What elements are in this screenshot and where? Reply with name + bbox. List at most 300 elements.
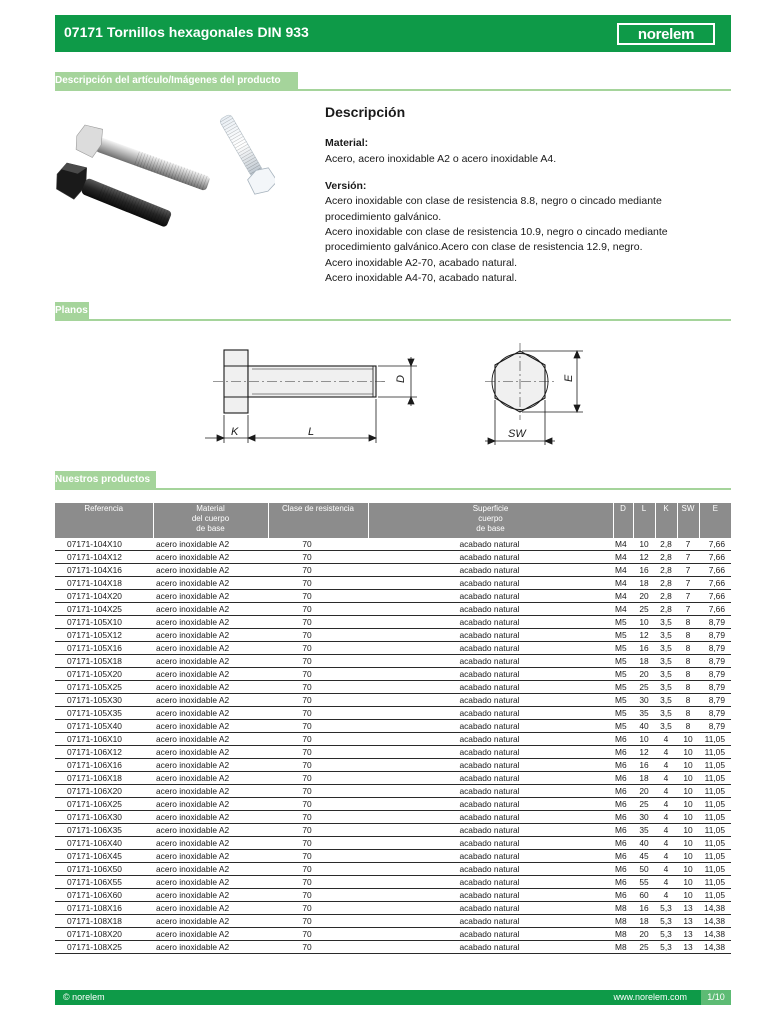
cell-l: 25	[633, 603, 655, 616]
cell-k: 2,8	[655, 551, 677, 564]
cell-class: 70	[268, 785, 368, 798]
cell-class: 70	[268, 733, 368, 746]
cell-e: 8,79	[699, 707, 731, 720]
cell-d: M4	[613, 538, 633, 551]
cell-l: 20	[633, 928, 655, 941]
version-line: Acero inoxidable con clase de resistencia 8.8, negro o cincado mediante	[325, 195, 662, 207]
cell-surface: acabado natural	[368, 642, 613, 655]
table-row	[55, 564, 731, 577]
cell-k: 3,5	[655, 642, 677, 655]
cell-l: 50	[633, 863, 655, 876]
cell-material: acero inoxidable A2	[153, 850, 268, 863]
cell-class: 70	[268, 564, 368, 577]
cell-l: 16	[633, 759, 655, 772]
dimension-label-sw: SW	[508, 428, 526, 440]
page-title: 07171 Tornillos hexagonales DIN 933	[64, 24, 309, 40]
cell-d: M5	[613, 616, 633, 629]
cell-d: M6	[613, 824, 633, 837]
table-row	[55, 733, 731, 746]
cell-reference[interactable]: 07171-105X40	[55, 720, 153, 733]
cell-d: M5	[613, 629, 633, 642]
cell-class: 70	[268, 655, 368, 668]
version-line: Acero inoxidable A4-70, acabado natural.	[325, 272, 518, 284]
cell-k: 4	[655, 798, 677, 811]
cell-k: 2,8	[655, 538, 677, 551]
cell-surface: acabado natural	[368, 629, 613, 642]
cell-sw: 10	[677, 837, 699, 850]
cell-d: M8	[613, 902, 633, 915]
material-text: Acero, acero inoxidable A2 o acero inoxidable A4.	[325, 153, 557, 165]
cell-sw: 7	[677, 564, 699, 577]
cell-class: 70	[268, 902, 368, 915]
section-drawings	[55, 302, 731, 321]
cell-e: 8,79	[699, 616, 731, 629]
cell-k: 5,3	[655, 941, 677, 954]
cell-d: M6	[613, 863, 633, 876]
table-row	[55, 928, 731, 941]
cell-material: acero inoxidable A2	[153, 538, 268, 551]
cell-d: M4	[613, 577, 633, 590]
table-row	[55, 902, 731, 915]
cell-surface: acabado natural	[368, 837, 613, 850]
cell-surface: acabado natural	[368, 668, 613, 681]
cell-e: 8,79	[699, 655, 731, 668]
cell-l: 40	[633, 837, 655, 850]
cell-l: 12	[633, 629, 655, 642]
table-row	[55, 863, 731, 876]
dimension-label-e: E	[563, 374, 575, 382]
cell-surface: acabado natural	[368, 889, 613, 902]
cell-sw: 8	[677, 681, 699, 694]
cell-d: M6	[613, 850, 633, 863]
cell-e: 14,38	[699, 902, 731, 915]
cell-l: 20	[633, 668, 655, 681]
version-line: Acero inoxidable con clase de resistencia 10.9, negro o cincado mediante	[325, 226, 668, 238]
cell-sw: 8	[677, 668, 699, 681]
cell-e: 7,66	[699, 551, 731, 564]
cell-surface: acabado natural	[368, 681, 613, 694]
cell-l: 35	[633, 824, 655, 837]
cell-k: 3,5	[655, 694, 677, 707]
cell-k: 4	[655, 824, 677, 837]
cell-class: 70	[268, 772, 368, 785]
cell-k: 5,3	[655, 902, 677, 915]
description-heading: Descripción	[325, 104, 406, 120]
cell-e: 11,05	[699, 785, 731, 798]
cell-class: 70	[268, 876, 368, 889]
cell-class: 70	[268, 551, 368, 564]
page-header	[55, 15, 731, 52]
cell-sw: 10	[677, 759, 699, 772]
cell-sw: 10	[677, 863, 699, 876]
cell-reference[interactable]: 07171-108X25	[55, 941, 153, 954]
cell-reference[interactable]: 07171-106X25	[55, 798, 153, 811]
table-row	[55, 785, 731, 798]
cell-sw: 10	[677, 811, 699, 824]
table-row	[55, 590, 731, 603]
table-row	[55, 655, 731, 668]
cell-sw: 8	[677, 616, 699, 629]
cell-sw: 10	[677, 850, 699, 863]
cell-class: 70	[268, 629, 368, 642]
cell-d: M6	[613, 811, 633, 824]
page-footer	[55, 990, 731, 1005]
cell-class: 70	[268, 889, 368, 902]
cell-reference[interactable]: 07171-106X55	[55, 876, 153, 889]
cell-surface: acabado natural	[368, 655, 613, 668]
header-surface: Superficie cuerpo de base	[368, 503, 613, 538]
table-row	[55, 915, 731, 928]
cell-sw: 7	[677, 590, 699, 603]
cell-class: 70	[268, 681, 368, 694]
header-ref: Referencia	[55, 503, 153, 538]
cell-e: 8,79	[699, 681, 731, 694]
cell-k: 3,5	[655, 616, 677, 629]
cell-sw: 8	[677, 707, 699, 720]
cell-surface: acabado natural	[368, 824, 613, 837]
cell-k: 4	[655, 863, 677, 876]
cell-surface: acabado natural	[368, 551, 613, 564]
cell-material: acero inoxidable A2	[153, 668, 268, 681]
cell-reference[interactable]: 07171-106X35	[55, 824, 153, 837]
dimension-label-k: K	[231, 426, 239, 438]
cell-l: 25	[633, 941, 655, 954]
cell-class: 70	[268, 759, 368, 772]
cell-l: 18	[633, 577, 655, 590]
cell-e: 11,05	[699, 798, 731, 811]
cell-material: acero inoxidable A2	[153, 746, 268, 759]
cell-reference[interactable]: 07171-104X16	[55, 564, 153, 577]
cell-surface: acabado natural	[368, 733, 613, 746]
cell-material: acero inoxidable A2	[153, 759, 268, 772]
table-row	[55, 889, 731, 902]
cell-reference[interactable]: 07171-105X30	[55, 694, 153, 707]
cell-d: M5	[613, 668, 633, 681]
cell-e: 8,79	[699, 694, 731, 707]
cell-class: 70	[268, 824, 368, 837]
cell-sw: 10	[677, 785, 699, 798]
table-row	[55, 811, 731, 824]
cell-e: 11,05	[699, 850, 731, 863]
table-body	[55, 538, 731, 954]
cell-surface: acabado natural	[368, 603, 613, 616]
table-row	[55, 707, 731, 720]
cell-class: 70	[268, 811, 368, 824]
cell-reference[interactable]: 07171-108X20	[55, 928, 153, 941]
cell-material: acero inoxidable A2	[153, 876, 268, 889]
cell-reference[interactable]: 07171-104X18	[55, 577, 153, 590]
cell-reference[interactable]: 07171-105X12	[55, 629, 153, 642]
cell-k: 2,8	[655, 577, 677, 590]
table-row	[55, 941, 731, 954]
table-row	[55, 824, 731, 837]
cell-material: acero inoxidable A2	[153, 681, 268, 694]
cell-material: acero inoxidable A2	[153, 785, 268, 798]
table-row	[55, 538, 731, 551]
section-description-images	[55, 72, 731, 91]
cell-k: 4	[655, 889, 677, 902]
footer-website-link[interactable]: www.norelem.com	[613, 992, 687, 1002]
header-sw: SW	[677, 503, 699, 538]
cell-class: 70	[268, 837, 368, 850]
cell-e: 8,79	[699, 720, 731, 733]
cell-sw: 10	[677, 798, 699, 811]
cell-reference[interactable]: 07171-104X25	[55, 603, 153, 616]
cell-surface: acabado natural	[368, 850, 613, 863]
cell-material: acero inoxidable A2	[153, 694, 268, 707]
product-image	[55, 103, 275, 228]
cell-material: acero inoxidable A2	[153, 902, 268, 915]
table-row	[55, 577, 731, 590]
version-label: Versión:	[325, 180, 367, 192]
cell-l: 30	[633, 811, 655, 824]
cell-surface: acabado natural	[368, 811, 613, 824]
cell-material: acero inoxidable A2	[153, 642, 268, 655]
table-row	[55, 616, 731, 629]
cell-class: 70	[268, 590, 368, 603]
cell-e: 11,05	[699, 772, 731, 785]
cell-reference[interactable]: 07171-105X16	[55, 642, 153, 655]
cell-l: 18	[633, 915, 655, 928]
cell-surface: acabado natural	[368, 915, 613, 928]
cell-k: 3,5	[655, 655, 677, 668]
cell-class: 70	[268, 798, 368, 811]
cell-l: 25	[633, 681, 655, 694]
cell-class: 70	[268, 707, 368, 720]
cell-material: acero inoxidable A2	[153, 603, 268, 616]
cell-e: 11,05	[699, 759, 731, 772]
cell-e: 11,05	[699, 824, 731, 837]
cell-e: 11,05	[699, 811, 731, 824]
cell-k: 4	[655, 850, 677, 863]
cell-e: 7,66	[699, 577, 731, 590]
cell-surface: acabado natural	[368, 694, 613, 707]
header-k: K	[655, 503, 677, 538]
norelem-logo	[617, 23, 715, 45]
cell-l: 12	[633, 551, 655, 564]
cell-reference[interactable]: 07171-106X30	[55, 811, 153, 824]
cell-d: M5	[613, 694, 633, 707]
section-title-drawings: Planos	[55, 302, 89, 319]
cell-surface: acabado natural	[368, 746, 613, 759]
cell-class: 70	[268, 720, 368, 733]
cell-k: 4	[655, 772, 677, 785]
cell-material: acero inoxidable A2	[153, 655, 268, 668]
cell-l: 16	[633, 902, 655, 915]
cell-sw: 7	[677, 577, 699, 590]
cell-material: acero inoxidable A2	[153, 551, 268, 564]
cell-d: M5	[613, 681, 633, 694]
table-row	[55, 876, 731, 889]
cell-reference[interactable]: 07171-105X20	[55, 668, 153, 681]
cell-material: acero inoxidable A2	[153, 564, 268, 577]
cell-surface: acabado natural	[368, 590, 613, 603]
cell-reference[interactable]: 07171-105X10	[55, 616, 153, 629]
cell-class: 70	[268, 746, 368, 759]
cell-k: 4	[655, 837, 677, 850]
cell-k: 3,5	[655, 668, 677, 681]
cell-reference[interactable]: 07171-108X18	[55, 915, 153, 928]
section-products	[55, 471, 731, 490]
footer-copyright: © norelem	[63, 992, 105, 1002]
table-row	[55, 668, 731, 681]
cell-surface: acabado natural	[368, 759, 613, 772]
cell-e: 8,79	[699, 668, 731, 681]
cell-sw: 8	[677, 629, 699, 642]
cell-surface: acabado natural	[368, 876, 613, 889]
cell-surface: acabado natural	[368, 564, 613, 577]
cell-l: 10	[633, 733, 655, 746]
cell-material: acero inoxidable A2	[153, 707, 268, 720]
cell-d: M6	[613, 733, 633, 746]
cell-reference[interactable]: 07171-106X12	[55, 746, 153, 759]
cell-material: acero inoxidable A2	[153, 590, 268, 603]
products-table	[55, 503, 731, 954]
cell-material: acero inoxidable A2	[153, 616, 268, 629]
cell-e: 14,38	[699, 941, 731, 954]
cell-class: 70	[268, 616, 368, 629]
cell-material: acero inoxidable A2	[153, 928, 268, 941]
cell-d: M4	[613, 551, 633, 564]
cell-surface: acabado natural	[368, 863, 613, 876]
cell-material: acero inoxidable A2	[153, 577, 268, 590]
cell-l: 55	[633, 876, 655, 889]
cell-d: M6	[613, 772, 633, 785]
cell-reference[interactable]: 07171-104X12	[55, 551, 153, 564]
cell-reference[interactable]: 07171-105X35	[55, 707, 153, 720]
cell-l: 35	[633, 707, 655, 720]
cell-surface: acabado natural	[368, 902, 613, 915]
cell-k: 3,5	[655, 720, 677, 733]
cell-reference[interactable]: 07171-106X50	[55, 863, 153, 876]
cell-d: M6	[613, 746, 633, 759]
table-row	[55, 759, 731, 772]
cell-material: acero inoxidable A2	[153, 629, 268, 642]
cell-d: M4	[613, 564, 633, 577]
cell-surface: acabado natural	[368, 941, 613, 954]
cell-sw: 7	[677, 538, 699, 551]
cell-reference[interactable]: 07171-105X18	[55, 655, 153, 668]
cell-l: 18	[633, 655, 655, 668]
cell-class: 70	[268, 538, 368, 551]
cell-k: 2,8	[655, 590, 677, 603]
cell-l: 45	[633, 850, 655, 863]
cell-class: 70	[268, 694, 368, 707]
cell-sw: 10	[677, 746, 699, 759]
cell-sw: 7	[677, 603, 699, 616]
header-d: D	[613, 503, 633, 538]
cell-surface: acabado natural	[368, 772, 613, 785]
cell-class: 70	[268, 603, 368, 616]
cell-e: 7,66	[699, 603, 731, 616]
cell-reference[interactable]: 07171-106X20	[55, 785, 153, 798]
cell-class: 70	[268, 577, 368, 590]
cell-class: 70	[268, 642, 368, 655]
cell-reference[interactable]: 07171-106X40	[55, 837, 153, 850]
table-row	[55, 551, 731, 564]
cell-d: M8	[613, 928, 633, 941]
cell-sw: 8	[677, 655, 699, 668]
cell-reference[interactable]: 07171-106X45	[55, 850, 153, 863]
products-table-container	[55, 503, 731, 954]
cell-sw: 10	[677, 889, 699, 902]
cell-e: 11,05	[699, 837, 731, 850]
cell-k: 3,5	[655, 681, 677, 694]
cell-reference[interactable]: 07171-106X60	[55, 889, 153, 902]
table-header-row	[55, 503, 731, 538]
material-label: Material:	[325, 137, 369, 149]
table-row	[55, 837, 731, 850]
cell-k: 5,3	[655, 928, 677, 941]
cell-k: 4	[655, 785, 677, 798]
cell-class: 70	[268, 915, 368, 928]
cell-material: acero inoxidable A2	[153, 811, 268, 824]
cell-l: 20	[633, 785, 655, 798]
cell-sw: 10	[677, 772, 699, 785]
cell-reference[interactable]: 07171-106X10	[55, 733, 153, 746]
cell-k: 5,3	[655, 915, 677, 928]
cell-e: 8,79	[699, 642, 731, 655]
cell-k: 4	[655, 759, 677, 772]
cell-e: 11,05	[699, 889, 731, 902]
cell-material: acero inoxidable A2	[153, 798, 268, 811]
cell-material: acero inoxidable A2	[153, 889, 268, 902]
cell-material: acero inoxidable A2	[153, 720, 268, 733]
cell-sw: 10	[677, 733, 699, 746]
cell-e: 14,38	[699, 915, 731, 928]
cell-class: 70	[268, 941, 368, 954]
cell-d: M6	[613, 798, 633, 811]
table-row	[55, 642, 731, 655]
cell-sw: 13	[677, 915, 699, 928]
cell-d: M6	[613, 759, 633, 772]
cell-d: M6	[613, 876, 633, 889]
dimension-label-l: L	[308, 426, 315, 438]
cell-reference[interactable]: 07171-106X16	[55, 759, 153, 772]
cell-l: 10	[633, 538, 655, 551]
cell-material: acero inoxidable A2	[153, 837, 268, 850]
cell-e: 7,66	[699, 538, 731, 551]
cell-l: 30	[633, 694, 655, 707]
version-line: procedimiento galvánico.Acero con clase de resistencia 12.9, negro.	[325, 241, 643, 253]
cell-e: 11,05	[699, 733, 731, 746]
cell-sw: 10	[677, 876, 699, 889]
cell-class: 70	[268, 928, 368, 941]
section-title-description-images: Descripción del artículo/Imágenes del producto	[55, 72, 298, 89]
cell-d: M4	[613, 603, 633, 616]
cell-d: M8	[613, 941, 633, 954]
page-number: 1/10	[701, 990, 731, 1005]
logo-text: norelem	[637, 26, 695, 43]
cell-sw: 13	[677, 941, 699, 954]
cell-e: 11,05	[699, 746, 731, 759]
cell-reference[interactable]: 07171-104X10	[55, 538, 153, 551]
cell-l: 16	[633, 642, 655, 655]
cell-reference[interactable]: 07171-104X20	[55, 590, 153, 603]
table-row	[55, 720, 731, 733]
cell-material: acero inoxidable A2	[153, 772, 268, 785]
cell-sw: 8	[677, 642, 699, 655]
cell-d: M6	[613, 889, 633, 902]
cell-material: acero inoxidable A2	[153, 863, 268, 876]
cell-material: acero inoxidable A2	[153, 733, 268, 746]
cell-reference[interactable]: 07171-106X18	[55, 772, 153, 785]
cell-d: M8	[613, 915, 633, 928]
cell-reference[interactable]: 07171-105X25	[55, 681, 153, 694]
cell-sw: 8	[677, 694, 699, 707]
cell-sw: 10	[677, 824, 699, 837]
cell-reference[interactable]: 07171-108X16	[55, 902, 153, 915]
